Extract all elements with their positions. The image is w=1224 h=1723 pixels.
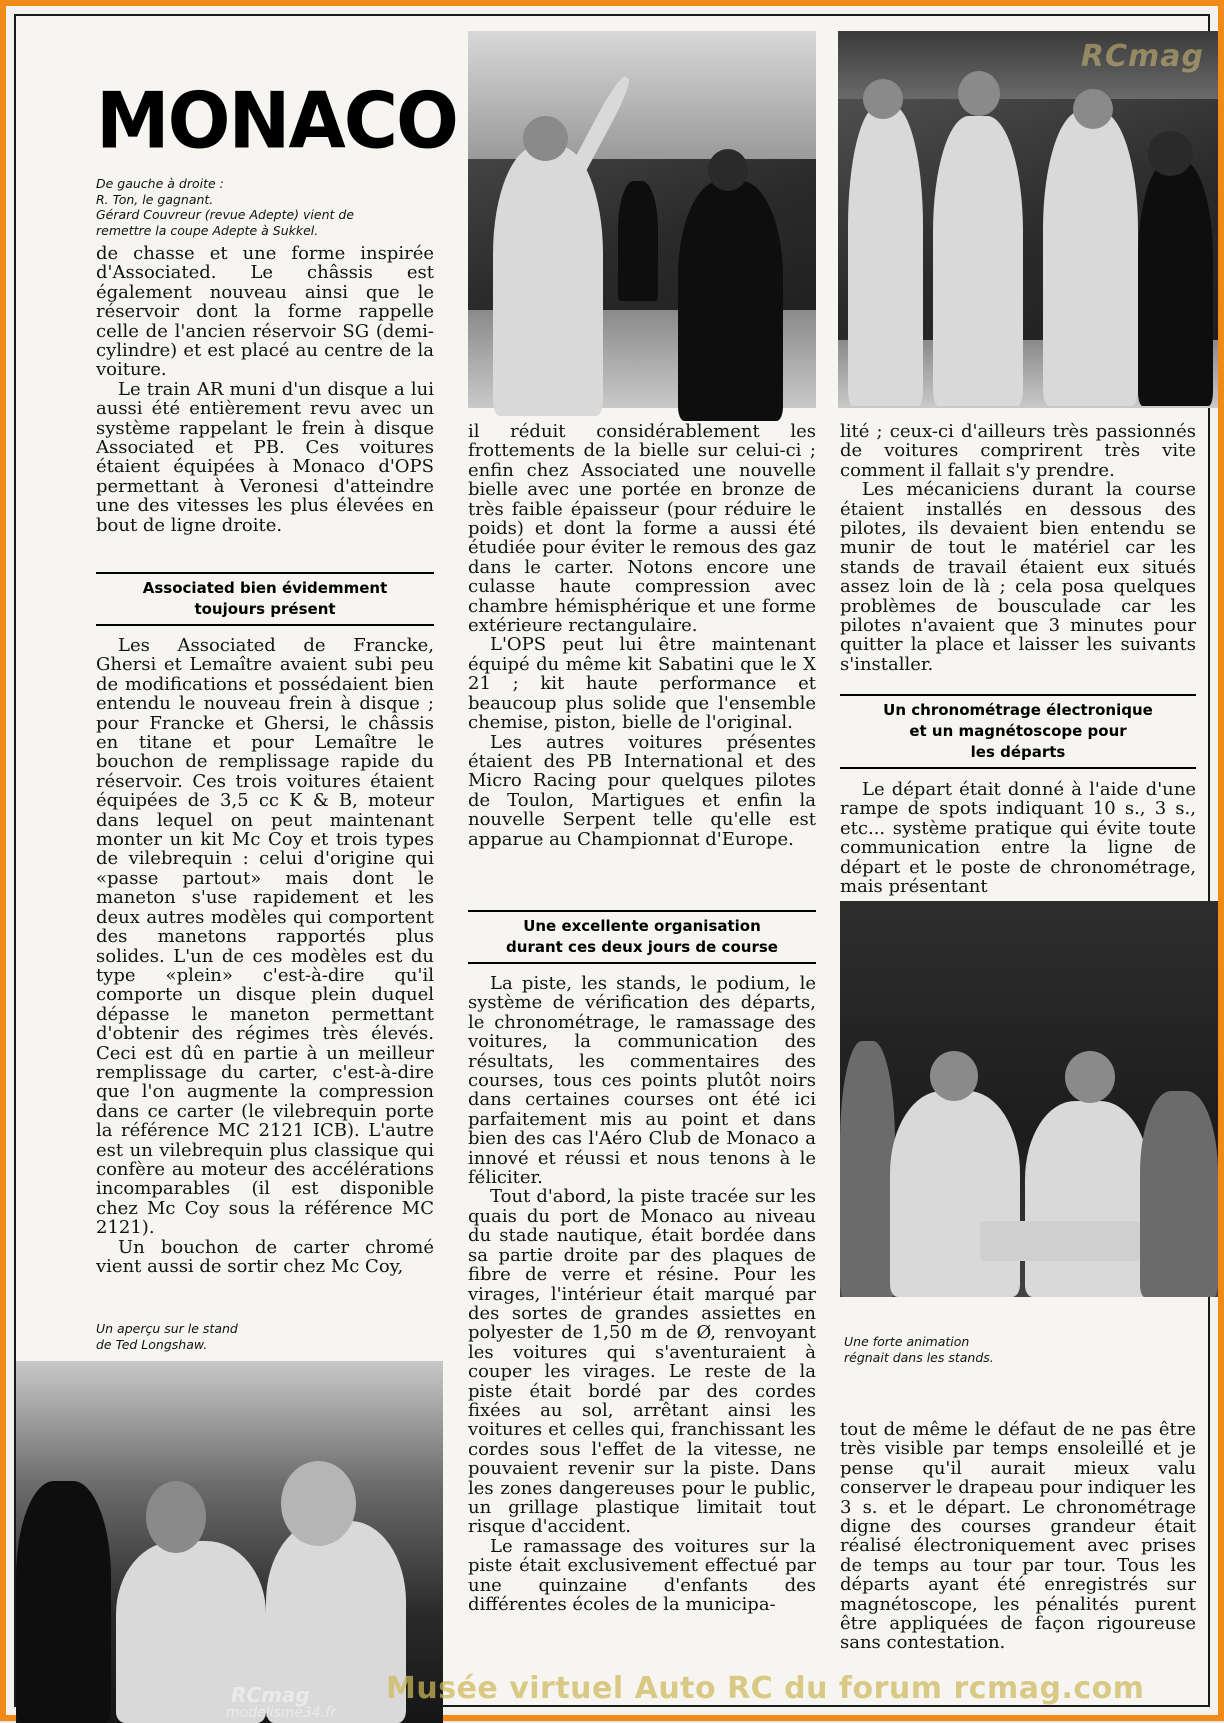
rcmag-logo: RCmag: [1080, 39, 1204, 74]
column3-top-text: lité ; ceux-ci d'ailleurs très passionnés de voitures comprirent très vite comment il fallait s'y prendre. Les mécaniciens durant la course étaient installés en dessous des pilotes, ils devaient bien entendu se munir de tout le matériel car les stands de travail étaient eux situés assez loin de là ; cela posa quelques problèmes de bousculade car les pilotes n'avaient que 3 minutes pour quitter la place et laisser les suivants s'installer.: [840, 421, 1196, 675]
caption-podium: De gauche à droite : R. Ton, le gagnant. Gérard Couvreur (revue Adepte) vient de remettre la coupe Adepte à Sukkel.: [96, 176, 355, 238]
photo-mark-rcmag: RCmag: [231, 1683, 310, 1707]
heading-chrono: Un chronométrage électronique et un magnétoscope pour les départs: [840, 694, 1196, 769]
museum-watermark: Musée virtuel Auto RC du forum rcmag.com: [386, 1671, 1145, 1706]
caption-animation: Une forte animation régnait dans les stands.: [844, 1334, 994, 1365]
column1-top-text: de chasse et une forme inspirée d'Associated. Le châssis est également nouveau ainsi que le réservoir dont la forme rappelle celle de l'ancien réservoir SG (demi-cylindre) et est placé au centre de la voiture. Le train AR muni d'un disque a lui aussi été entièrement revu avec un système rappelant le frein à disque Associated et PB. Ces voitures étaient équipées à Monaco d'OPS permettant à Veronesi d'atteindre une des vitesses les plus élevées en bout de ligne droite.: [96, 243, 434, 536]
longshaw-stand-photo: [16, 1361, 443, 1723]
column3-mid-text: Le départ était donné à l'aide d'une rampe de spots indiquant 10 s., 3 s., etc... système pratique qui évite toute communication entre la ligne de départ et le poste de chronométrage, mais présentant: [840, 779, 1196, 898]
column1-bottom-text: Les Associated de Francke, Ghersi et Lemaître avaient subi peu de modifications et possédaient bien entendu le nouveau frein à disque ; pour Francke et Ghersi, le châssis en titane et pour Lemaître le bouchon de remplissage rapide du réservoir. Ces trois voitures étaient équipées de 3,5 cc K & B, moteur dans lequel on peut maintenant monter un kit Mc Coy et trois types de vilebrequin : celui d'origine qui «passe partout» mais dont le maneton s'use rapidement et les deux autres modèles qui comportent des manetons rapportés plus solides. L'un de ces modèles est du type «plein» c'est-à-dire qu'il comporte un disque plein duquel dépasse le maneton permettant d'obtenir des régimes très élevés. Ceci est dû en partie à un meilleur remplissage du carter, c'est-à-dire que l'on augmente la compression dans ce carter (le vilebrequin porte la référence MC 2121 ICB). L'autre est un vilebrequin plus classique qui confère au moteur des accélérations incomparables (il est disponible chez Mc Coy sous la référence MC 2121). Un bouchon de carter chromé vient aussi de sortir chez Mc Coy,: [96, 635, 434, 1277]
page-frame: [14, 14, 1210, 1721]
column2-top-text: il réduit considérablement les frottements de la bielle sur celui-ci ; enfin chez Associated une nouvelle bielle avec une portée en bronze de très faible épaisseur (pour réduire le poids) et dont la forme a aussi été étudiée pour éviter le remous des gaz dans le carter. Notons encore une culasse haute compression avec chambre hémisphérique et une forme extérieure rectangulaire. L'OPS peut lui être maintenant équipé du même kit Sabatini que le X 21 ; kit haute performance et beaucoup plus solide que l'ensemble chemise, piston, bielle de l'original. Les autres voitures présentes étaient des PB International et des Micro Racing pour quelques pilotes de Toulon, Martigues et enfin la nouvelle Serpent telle qu'elle est apparue au Championnat d'Europe.: [468, 421, 816, 850]
photo-mark-site: modelisme34.fr: [226, 1705, 336, 1721]
column2-bottom-text: La piste, les stands, le podium, le système de vérification des départs, le chronométrage, le ramassage des voitures, la communication des résultats, les commentaires des courses, tous ces points plutôt noirs dans certaines courses ont été ici parfaitement mis au point et dans bien des cas l'Aéro Club de Monaco a innové et réussi et nous tenons à le féliciter. Tout d'abord, la piste tracée sur les quais du port de Monaco au niveau du stade nautique, était bordée dans sa partie droite par des plaques de fibre de verre et résine. Pour les virages, l'intérieur était marqué par des sortes de grandes assiettes en polyester de 1,50 m de Ø, renvoyant les voitures qui s'aventuraient à couper les virages. Le reste de la piste était bordé par des cordes fixées au sol, arrêtant ainsi les voitures et celles qui, franchissant les cordes sous l'effet de la vitesse, ne pouvaient revenir sur la piste. Dans les zones dangereuses pour le public, un grillage plastique limitait tout risque d'accident. Le ramassage des voitures sur la piste était exclusivement effectué par une quinzaine d'enfants des différentes écoles de la municipa-: [468, 973, 816, 1615]
trophies-photo: [838, 31, 1218, 408]
stands-photo: [840, 901, 1218, 1297]
page-title: MONACO: [96, 75, 457, 167]
heading-organisation: Une excellente organisation durant ces deux jours de course: [468, 910, 816, 964]
heading-associated: Associated bien évidemment toujours présent: [96, 572, 434, 626]
podium-photo: [468, 31, 816, 408]
column3-bottom-text: tout de même le défaut de ne pas être très visible par temps ensoleillé et je pense qu'il aurait mieux valu conserver le drapeau pour indiquer les 3 s. et le départ. Le chronométrage digne des courses grandeur était réalisé électroniquement avec prises de temps au tour par tour. Tous les départs ayant été enregistrés sur magnétoscope, les pénalités purent être appliquées de façon rigoureuse sans contestation.: [840, 1419, 1197, 1654]
caption-longshaw: Un aperçu sur le stand de Ted Longshaw.: [96, 1321, 238, 1352]
